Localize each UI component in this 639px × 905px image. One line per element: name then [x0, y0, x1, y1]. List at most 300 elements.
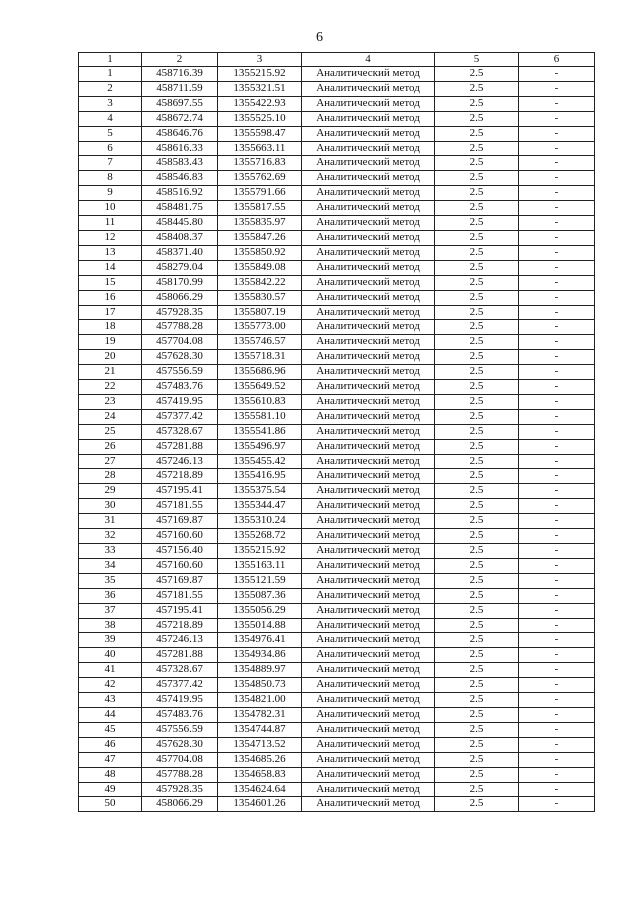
table-row: [79, 782, 595, 797]
y-coordinate-cell: 1355268.72: [218, 529, 302, 544]
accuracy-cell: 2.5: [435, 752, 519, 767]
table-row: [79, 365, 595, 380]
table-row: [79, 603, 595, 618]
note-cell: -: [519, 201, 595, 216]
x-coordinate-cell: 457246.13: [142, 454, 218, 469]
table-row: [79, 260, 595, 275]
method-cell: Аналитический метод: [302, 201, 435, 216]
table-row: [79, 156, 595, 171]
table-row: [79, 201, 595, 216]
method-cell: Аналитический метод: [302, 782, 435, 797]
table-row: [79, 484, 595, 499]
y-coordinate-cell: 1355163.11: [218, 558, 302, 573]
y-coordinate-cell: 1355416.95: [218, 469, 302, 484]
table-row: [79, 663, 595, 678]
table-row: [79, 797, 595, 812]
point-number-cell: 13: [79, 245, 142, 260]
point-number-cell: 28: [79, 469, 142, 484]
table-row: [79, 230, 595, 245]
table-row: [79, 409, 595, 424]
point-number-cell: 35: [79, 573, 142, 588]
table-row: [79, 216, 595, 231]
point-number-cell: 37: [79, 603, 142, 618]
method-cell: Аналитический метод: [302, 380, 435, 395]
y-coordinate-cell: 1355087.36: [218, 588, 302, 603]
y-coordinate-cell: 1355215.92: [218, 67, 302, 82]
table-row: [79, 439, 595, 454]
point-number-cell: 44: [79, 707, 142, 722]
table-row: [79, 573, 595, 588]
method-cell: Аналитический метод: [302, 305, 435, 320]
point-number-cell: 50: [79, 797, 142, 812]
point-number-cell: 40: [79, 648, 142, 663]
point-number-cell: 27: [79, 454, 142, 469]
method-cell: Аналитический метод: [302, 394, 435, 409]
note-cell: -: [519, 663, 595, 678]
table-row: [79, 394, 595, 409]
accuracy-cell: 2.5: [435, 618, 519, 633]
header-cell: 1: [79, 53, 142, 67]
point-number-cell: 16: [79, 290, 142, 305]
point-number-cell: 34: [79, 558, 142, 573]
note-cell: -: [519, 335, 595, 350]
note-cell: -: [519, 126, 595, 141]
y-coordinate-cell: 1355056.29: [218, 603, 302, 618]
note-cell: -: [519, 737, 595, 752]
method-cell: Аналитический метод: [302, 499, 435, 514]
x-coordinate-cell: 458481.75: [142, 201, 218, 216]
note-cell: -: [519, 603, 595, 618]
accuracy-cell: 2.5: [435, 260, 519, 275]
x-coordinate-cell: 457628.30: [142, 350, 218, 365]
table-row: [79, 126, 595, 141]
x-coordinate-cell: 457156.40: [142, 544, 218, 559]
accuracy-cell: 2.5: [435, 365, 519, 380]
note-cell: -: [519, 484, 595, 499]
accuracy-cell: 2.5: [435, 216, 519, 231]
point-number-cell: 6: [79, 141, 142, 156]
point-number-cell: 5: [79, 126, 142, 141]
x-coordinate-cell: 457246.13: [142, 633, 218, 648]
accuracy-cell: 2.5: [435, 439, 519, 454]
y-coordinate-cell: 1354658.83: [218, 767, 302, 782]
accuracy-cell: 2.5: [435, 678, 519, 693]
note-cell: -: [519, 499, 595, 514]
x-coordinate-cell: 458516.92: [142, 186, 218, 201]
y-coordinate-cell: 1355321.51: [218, 81, 302, 96]
x-coordinate-cell: 457483.76: [142, 707, 218, 722]
y-coordinate-cell: 1355746.57: [218, 335, 302, 350]
y-coordinate-cell: 1355762.69: [218, 171, 302, 186]
accuracy-cell: 2.5: [435, 663, 519, 678]
accuracy-cell: 2.5: [435, 529, 519, 544]
header-cell: 6: [519, 53, 595, 67]
accuracy-cell: 2.5: [435, 67, 519, 82]
accuracy-cell: 2.5: [435, 320, 519, 335]
x-coordinate-cell: 457788.28: [142, 767, 218, 782]
table-row: [79, 424, 595, 439]
method-cell: Аналитический метод: [302, 81, 435, 96]
note-cell: -: [519, 678, 595, 693]
y-coordinate-cell: 1355847.26: [218, 230, 302, 245]
y-coordinate-cell: 1355344.47: [218, 499, 302, 514]
table-row: [79, 722, 595, 737]
accuracy-cell: 2.5: [435, 469, 519, 484]
note-cell: -: [519, 290, 595, 305]
note-cell: -: [519, 558, 595, 573]
method-cell: Аналитический метод: [302, 335, 435, 350]
method-cell: Аналитический метод: [302, 558, 435, 573]
note-cell: -: [519, 424, 595, 439]
method-cell: Аналитический метод: [302, 618, 435, 633]
point-number-cell: 31: [79, 514, 142, 529]
x-coordinate-cell: 457928.35: [142, 782, 218, 797]
method-cell: Аналитический метод: [302, 648, 435, 663]
point-number-cell: 19: [79, 335, 142, 350]
note-cell: -: [519, 454, 595, 469]
y-coordinate-cell: 1355121.59: [218, 573, 302, 588]
accuracy-cell: 2.5: [435, 707, 519, 722]
x-coordinate-cell: 457169.87: [142, 514, 218, 529]
table-header-row: [79, 53, 595, 67]
note-cell: -: [519, 260, 595, 275]
x-coordinate-cell: 458408.37: [142, 230, 218, 245]
point-number-cell: 2: [79, 81, 142, 96]
table-row: [79, 707, 595, 722]
point-number-cell: 9: [79, 186, 142, 201]
y-coordinate-cell: 1355310.24: [218, 514, 302, 529]
accuracy-cell: 2.5: [435, 722, 519, 737]
point-number-cell: 49: [79, 782, 142, 797]
x-coordinate-cell: 457160.60: [142, 558, 218, 573]
method-cell: Аналитический метод: [302, 156, 435, 171]
accuracy-cell: 2.5: [435, 767, 519, 782]
x-coordinate-cell: 458583.43: [142, 156, 218, 171]
note-cell: -: [519, 439, 595, 454]
accuracy-cell: 2.5: [435, 588, 519, 603]
method-cell: Аналитический метод: [302, 67, 435, 82]
method-cell: Аналитический метод: [302, 722, 435, 737]
note-cell: -: [519, 171, 595, 186]
note-cell: -: [519, 573, 595, 588]
table-row: [79, 752, 595, 767]
method-cell: Аналитический метод: [302, 350, 435, 365]
method-cell: Аналитический метод: [302, 454, 435, 469]
method-cell: Аналитический метод: [302, 141, 435, 156]
note-cell: -: [519, 67, 595, 82]
table-row: [79, 454, 595, 469]
header-cell: 5: [435, 53, 519, 67]
note-cell: -: [519, 752, 595, 767]
accuracy-cell: 2.5: [435, 544, 519, 559]
table-row: [79, 81, 595, 96]
method-cell: Аналитический метод: [302, 484, 435, 499]
point-number-cell: 38: [79, 618, 142, 633]
note-cell: -: [519, 81, 595, 96]
table-row: [79, 678, 595, 693]
point-number-cell: 4: [79, 111, 142, 126]
method-cell: Аналитический метод: [302, 275, 435, 290]
y-coordinate-cell: 1355598.47: [218, 126, 302, 141]
note-cell: -: [519, 588, 595, 603]
note-cell: -: [519, 275, 595, 290]
y-coordinate-cell: 1354624.64: [218, 782, 302, 797]
y-coordinate-cell: 1355842.22: [218, 275, 302, 290]
method-cell: Аналитический метод: [302, 424, 435, 439]
point-number-cell: 11: [79, 216, 142, 231]
note-cell: -: [519, 767, 595, 782]
note-cell: -: [519, 707, 595, 722]
y-coordinate-cell: 1355716.83: [218, 156, 302, 171]
point-number-cell: 18: [79, 320, 142, 335]
note-cell: -: [519, 320, 595, 335]
note-cell: -: [519, 380, 595, 395]
point-number-cell: 1: [79, 67, 142, 82]
note-cell: -: [519, 409, 595, 424]
y-coordinate-cell: 1355773.00: [218, 320, 302, 335]
method-cell: Аналитический метод: [302, 693, 435, 708]
note-cell: -: [519, 648, 595, 663]
note-cell: -: [519, 544, 595, 559]
accuracy-cell: 2.5: [435, 782, 519, 797]
accuracy-cell: 2.5: [435, 558, 519, 573]
accuracy-cell: 2.5: [435, 350, 519, 365]
y-coordinate-cell: 1354601.26: [218, 797, 302, 812]
method-cell: Аналитический метод: [302, 111, 435, 126]
method-cell: Аналитический метод: [302, 707, 435, 722]
point-number-cell: 17: [79, 305, 142, 320]
method-cell: Аналитический метод: [302, 365, 435, 380]
y-coordinate-cell: 1355817.55: [218, 201, 302, 216]
x-coordinate-cell: 457328.67: [142, 663, 218, 678]
accuracy-cell: 2.5: [435, 290, 519, 305]
x-coordinate-cell: 457169.87: [142, 573, 218, 588]
accuracy-cell: 2.5: [435, 454, 519, 469]
point-number-cell: 36: [79, 588, 142, 603]
x-coordinate-cell: 457181.55: [142, 588, 218, 603]
accuracy-cell: 2.5: [435, 141, 519, 156]
x-coordinate-cell: 457556.59: [142, 722, 218, 737]
method-cell: Аналитический метод: [302, 529, 435, 544]
note-cell: -: [519, 618, 595, 633]
table-row: [79, 558, 595, 573]
accuracy-cell: 2.5: [435, 409, 519, 424]
table-row: [79, 350, 595, 365]
method-cell: Аналитический метод: [302, 439, 435, 454]
y-coordinate-cell: 1355835.97: [218, 216, 302, 231]
note-cell: -: [519, 245, 595, 260]
y-coordinate-cell: 1355581.10: [218, 409, 302, 424]
x-coordinate-cell: 457218.89: [142, 618, 218, 633]
header-cell: 2: [142, 53, 218, 67]
note-cell: -: [519, 230, 595, 245]
table-row: [79, 320, 595, 335]
y-coordinate-cell: 1355649.52: [218, 380, 302, 395]
accuracy-cell: 2.5: [435, 335, 519, 350]
table-row: [79, 171, 595, 186]
x-coordinate-cell: 458066.29: [142, 797, 218, 812]
accuracy-cell: 2.5: [435, 96, 519, 111]
accuracy-cell: 2.5: [435, 201, 519, 216]
point-number-cell: 23: [79, 394, 142, 409]
x-coordinate-cell: 457704.08: [142, 335, 218, 350]
method-cell: Аналитический метод: [302, 216, 435, 231]
table-row: [79, 245, 595, 260]
note-cell: -: [519, 186, 595, 201]
note-cell: -: [519, 156, 595, 171]
point-number-cell: 10: [79, 201, 142, 216]
x-coordinate-cell: 457556.59: [142, 365, 218, 380]
accuracy-cell: 2.5: [435, 156, 519, 171]
accuracy-cell: 2.5: [435, 633, 519, 648]
note-cell: -: [519, 365, 595, 380]
accuracy-cell: 2.5: [435, 648, 519, 663]
accuracy-cell: 2.5: [435, 693, 519, 708]
x-coordinate-cell: 457195.41: [142, 484, 218, 499]
table-row: [79, 275, 595, 290]
method-cell: Аналитический метод: [302, 514, 435, 529]
point-number-cell: 46: [79, 737, 142, 752]
note-cell: -: [519, 216, 595, 231]
y-coordinate-cell: 1354889.97: [218, 663, 302, 678]
x-coordinate-cell: 457160.60: [142, 529, 218, 544]
y-coordinate-cell: 1354821.00: [218, 693, 302, 708]
table-row: [79, 335, 595, 350]
method-cell: Аналитический метод: [302, 409, 435, 424]
method-cell: Аналитический метод: [302, 573, 435, 588]
table-row: [79, 544, 595, 559]
method-cell: Аналитический метод: [302, 171, 435, 186]
method-cell: Аналитический метод: [302, 767, 435, 782]
method-cell: Аналитический метод: [302, 797, 435, 812]
table-row: [79, 111, 595, 126]
table-row: [79, 469, 595, 484]
coordinates-table: [78, 52, 595, 812]
method-cell: Аналитический метод: [302, 186, 435, 201]
accuracy-cell: 2.5: [435, 126, 519, 141]
x-coordinate-cell: 457419.95: [142, 693, 218, 708]
point-number-cell: 7: [79, 156, 142, 171]
y-coordinate-cell: 1355718.31: [218, 350, 302, 365]
note-cell: -: [519, 350, 595, 365]
method-cell: Аналитический метод: [302, 230, 435, 245]
note-cell: -: [519, 394, 595, 409]
accuracy-cell: 2.5: [435, 603, 519, 618]
accuracy-cell: 2.5: [435, 380, 519, 395]
point-number-cell: 3: [79, 96, 142, 111]
y-coordinate-cell: 1354782.31: [218, 707, 302, 722]
note-cell: -: [519, 782, 595, 797]
point-number-cell: 29: [79, 484, 142, 499]
point-number-cell: 47: [79, 752, 142, 767]
note-cell: -: [519, 797, 595, 812]
x-coordinate-cell: 457483.76: [142, 380, 218, 395]
x-coordinate-cell: 458546.83: [142, 171, 218, 186]
x-coordinate-cell: 457377.42: [142, 409, 218, 424]
point-number-cell: 8: [79, 171, 142, 186]
y-coordinate-cell: 1355422.93: [218, 96, 302, 111]
y-coordinate-cell: 1355686.96: [218, 365, 302, 380]
point-number-cell: 33: [79, 544, 142, 559]
y-coordinate-cell: 1354685.26: [218, 752, 302, 767]
y-coordinate-cell: 1355663.11: [218, 141, 302, 156]
y-coordinate-cell: 1355014.88: [218, 618, 302, 633]
method-cell: Аналитический метод: [302, 737, 435, 752]
point-number-cell: 45: [79, 722, 142, 737]
x-coordinate-cell: 458716.39: [142, 67, 218, 82]
table-row: [79, 186, 595, 201]
y-coordinate-cell: 1355375.54: [218, 484, 302, 499]
x-coordinate-cell: 458066.29: [142, 290, 218, 305]
y-coordinate-cell: 1355849.08: [218, 260, 302, 275]
point-number-cell: 22: [79, 380, 142, 395]
x-coordinate-cell: 457377.42: [142, 678, 218, 693]
x-coordinate-cell: 458697.55: [142, 96, 218, 111]
point-number-cell: 39: [79, 633, 142, 648]
x-coordinate-cell: 457704.08: [142, 752, 218, 767]
accuracy-cell: 2.5: [435, 245, 519, 260]
note-cell: -: [519, 693, 595, 708]
table-row: [79, 141, 595, 156]
point-number-cell: 25: [79, 424, 142, 439]
note-cell: -: [519, 141, 595, 156]
note-cell: -: [519, 529, 595, 544]
method-cell: Аналитический метод: [302, 633, 435, 648]
x-coordinate-cell: 457419.95: [142, 394, 218, 409]
point-number-cell: 43: [79, 693, 142, 708]
y-coordinate-cell: 1355807.19: [218, 305, 302, 320]
point-number-cell: 30: [79, 499, 142, 514]
accuracy-cell: 2.5: [435, 499, 519, 514]
table-row: [79, 305, 595, 320]
point-number-cell: 26: [79, 439, 142, 454]
table-row: [79, 737, 595, 752]
method-cell: Аналитический метод: [302, 320, 435, 335]
y-coordinate-cell: 1355525.10: [218, 111, 302, 126]
note-cell: -: [519, 96, 595, 111]
header-cell: 3: [218, 53, 302, 67]
note-cell: -: [519, 722, 595, 737]
x-coordinate-cell: 457928.35: [142, 305, 218, 320]
method-cell: Аналитический метод: [302, 126, 435, 141]
y-coordinate-cell: 1355541.86: [218, 424, 302, 439]
x-coordinate-cell: 457181.55: [142, 499, 218, 514]
table-row: [79, 618, 595, 633]
table-body: [79, 67, 595, 812]
accuracy-cell: 2.5: [435, 573, 519, 588]
method-cell: Аналитический метод: [302, 678, 435, 693]
method-cell: Аналитический метод: [302, 603, 435, 618]
accuracy-cell: 2.5: [435, 484, 519, 499]
x-coordinate-cell: 457328.67: [142, 424, 218, 439]
y-coordinate-cell: 1354976.41: [218, 633, 302, 648]
point-number-cell: 14: [79, 260, 142, 275]
accuracy-cell: 2.5: [435, 424, 519, 439]
y-coordinate-cell: 1354713.52: [218, 737, 302, 752]
x-coordinate-cell: 458170.99: [142, 275, 218, 290]
table-row: [79, 499, 595, 514]
method-cell: Аналитический метод: [302, 752, 435, 767]
y-coordinate-cell: 1355850.92: [218, 245, 302, 260]
y-coordinate-cell: 1354934.86: [218, 648, 302, 663]
note-cell: -: [519, 514, 595, 529]
x-coordinate-cell: 457195.41: [142, 603, 218, 618]
point-number-cell: 48: [79, 767, 142, 782]
table-row: [79, 96, 595, 111]
point-number-cell: 21: [79, 365, 142, 380]
x-coordinate-cell: 457788.28: [142, 320, 218, 335]
note-cell: -: [519, 469, 595, 484]
